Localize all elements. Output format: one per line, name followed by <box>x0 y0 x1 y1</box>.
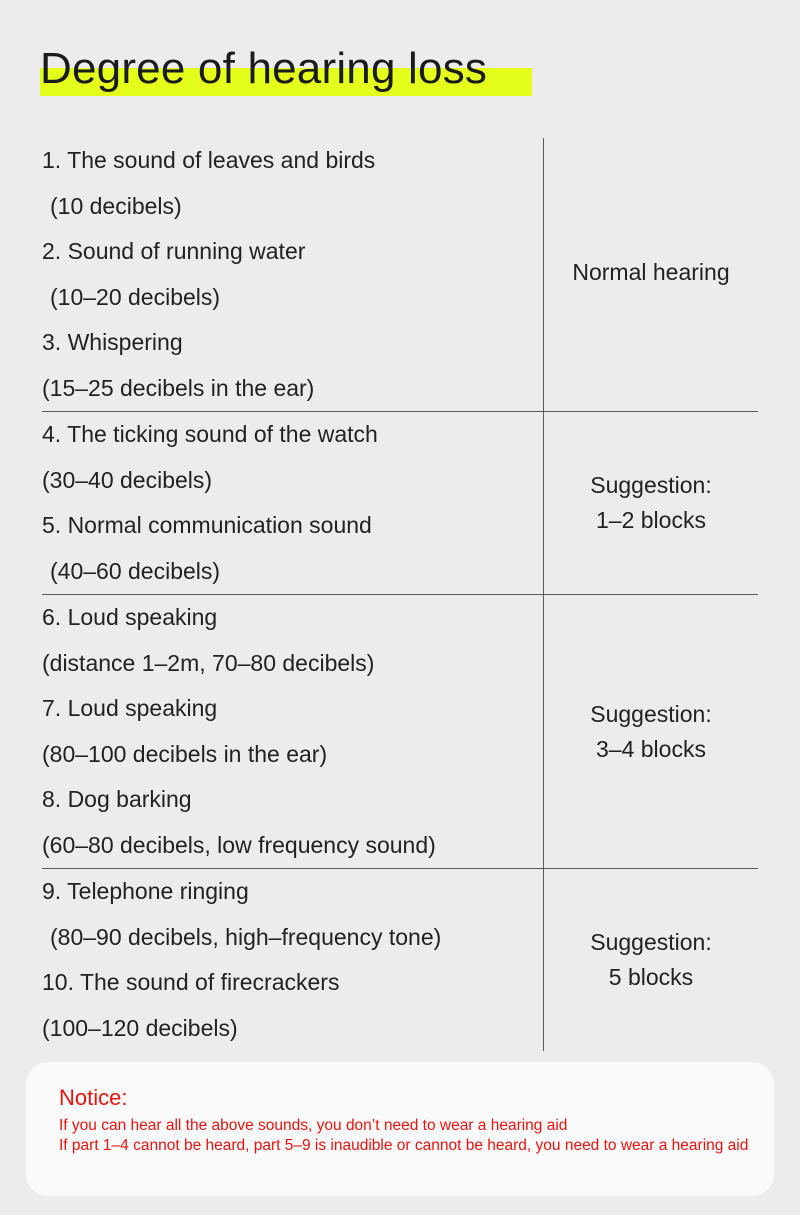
hearing-loss-table <box>42 138 758 1051</box>
notice-line-1: If you can hear all the above sounds, you don’t need to wear a hearing aid <box>59 1117 568 1134</box>
sound-item: 1. The sound of leaves and birds <box>42 147 376 173</box>
verdict-text <box>590 925 711 995</box>
sound-item: 7. Loud speaking <box>42 695 218 721</box>
sound-level: (80–90 decibels, high–frequency tone) <box>50 923 442 950</box>
verdict-line: Suggestion: <box>590 700 712 727</box>
sound-list <box>42 412 544 594</box>
sound-level: (10 decibels) <box>50 192 182 219</box>
sound-level: (40–60 decibels) <box>50 557 221 584</box>
sound-level: (60–80 decibels, low frequency sound) <box>42 831 436 858</box>
verdict-line: 3–4 blocks <box>596 735 706 762</box>
verdict-text <box>572 255 729 290</box>
verdict-cell <box>544 869 758 1051</box>
notice-box <box>26 1062 774 1196</box>
verdict-line: Normal hearing <box>572 259 730 285</box>
sound-item: 10. The sound of firecrackers <box>42 969 340 995</box>
sound-level: (10–20 decibels) <box>50 283 221 310</box>
table-row-suggestion-1-2 <box>42 412 758 595</box>
table-row-suggestion-3-4 <box>42 595 758 869</box>
sound-item: 5. Normal communication sound <box>42 512 372 538</box>
verdict-text <box>590 697 711 767</box>
notice-line-2: If part 1–4 cannot be heard, part 5–9 is inaudible or cannot be heard, you need to wear a hearing aid <box>59 1137 749 1154</box>
sound-item: 9. Telephone ringing <box>42 878 249 904</box>
verdict-cell <box>544 595 758 868</box>
verdict-line: 1–2 blocks <box>596 507 706 533</box>
sound-level: (30–40 decibels) <box>42 466 213 493</box>
table-row-suggestion-5 <box>42 869 758 1051</box>
sound-item: 4. The ticking sound of the watch <box>42 421 378 447</box>
sound-level: (15–25 decibels in the ear) <box>42 374 315 401</box>
sound-list <box>42 595 544 868</box>
sound-level: (80–100 decibels in the ear) <box>42 740 328 767</box>
page-header <box>40 42 532 100</box>
sound-item: 8. Dog barking <box>42 786 192 812</box>
verdict-cell <box>544 138 758 411</box>
sound-item: 6. Loud speaking <box>42 604 218 630</box>
verdict-line: Suggestion: <box>590 472 712 498</box>
sound-item: 2. Sound of running water <box>42 238 306 264</box>
notice-title: Notice: <box>59 1085 128 1110</box>
sound-list <box>42 869 544 1051</box>
verdict-line: Suggestion: <box>590 929 712 955</box>
table-row-normal-hearing <box>42 138 758 412</box>
sound-level: (100–120 decibels) <box>42 1014 238 1041</box>
sound-list <box>42 138 544 411</box>
verdict-line: 5 blocks <box>608 964 694 990</box>
sound-level: (distance 1–2m, 70–80 decibels) <box>42 649 375 676</box>
sound-item: 3. Whispering <box>42 329 183 355</box>
verdict-cell <box>544 412 758 594</box>
verdict-text <box>590 468 711 538</box>
page-title: Degree of hearing loss <box>40 44 488 93</box>
